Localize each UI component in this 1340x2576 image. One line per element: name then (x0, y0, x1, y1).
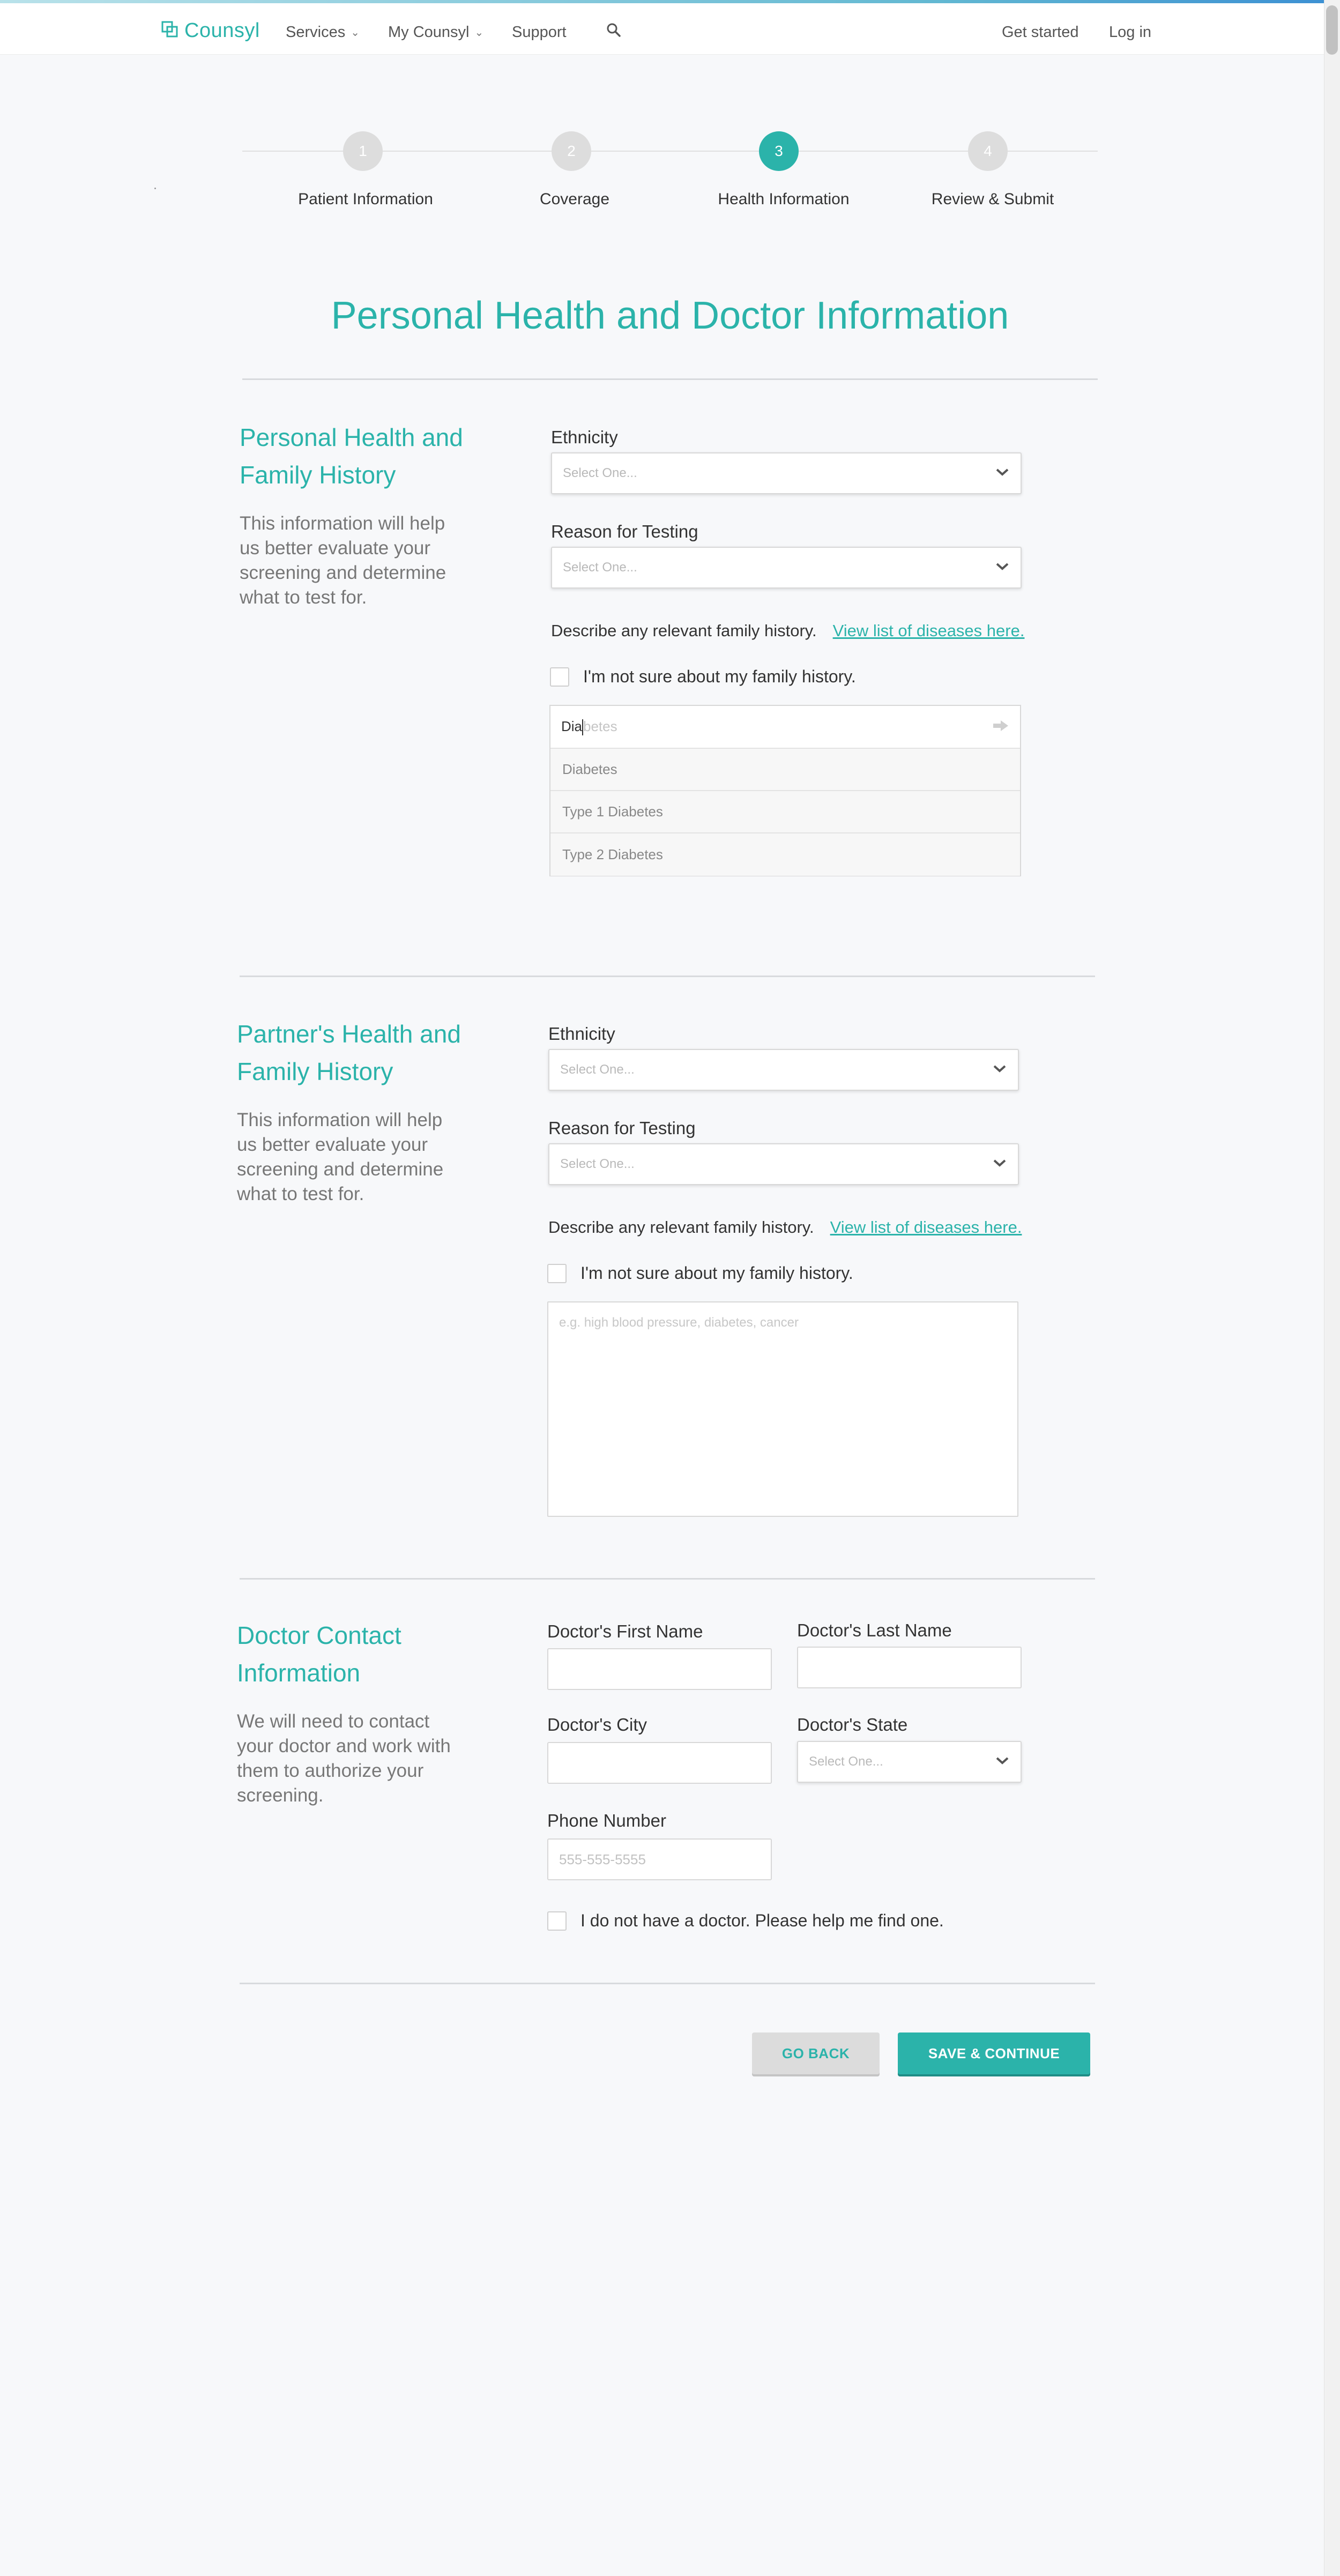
partner-reason-label: Reason for Testing (548, 1118, 696, 1138)
page-title: Personal Health and Doctor Information (331, 294, 1009, 337)
partner-ethnicity-value: Select One... (560, 1062, 635, 1077)
step-3-circle: 3 (759, 131, 799, 171)
chevron-down-icon (995, 562, 1010, 574)
chevron-down-icon (992, 1158, 1007, 1171)
partner-reason-select[interactable] (548, 1143, 1019, 1185)
scrollbar-thumb[interactable] (1326, 5, 1338, 55)
partner-not-sure-row[interactable] (547, 1263, 853, 1283)
chevron-down-icon: ⌄ (474, 27, 484, 39)
doctor-last-name-input[interactable] (797, 1647, 1022, 1688)
personal-diseases-link[interactable]: View list of diseases here. (832, 621, 1025, 640)
nav-my-counsyl[interactable] (388, 24, 483, 41)
top-nav (0, 3, 1324, 55)
autocomplete-suggestion[interactable]: Type 1 Diabetes (550, 791, 1020, 833)
save-continue-button[interactable]: SAVE & CONTINUE (898, 2032, 1090, 2074)
arrow-right-icon[interactable] (992, 719, 1009, 735)
nav-services[interactable] (286, 24, 360, 41)
search-icon[interactable] (606, 23, 621, 38)
personal-family-history-text: Describe any relevant family history. (551, 621, 817, 640)
step-2-label: Coverage (539, 190, 610, 208)
doctor-city-label: Doctor's City (547, 1715, 647, 1734)
section-divider (240, 1983, 1095, 1984)
doctor-section-heading: Doctor Contact Information (237, 1621, 401, 1687)
partner-diseases-link[interactable]: View list of diseases here. (830, 1218, 1022, 1237)
partner-not-sure-checkbox[interactable] (547, 1264, 567, 1283)
autocomplete-hint: betes (583, 718, 617, 734)
personal-not-sure-checkbox[interactable] (550, 667, 569, 687)
personal-not-sure-row[interactable] (550, 667, 856, 687)
nav-support-label: Support (512, 24, 567, 41)
logo[interactable] (161, 19, 260, 42)
step-4-circle: 4 (968, 131, 1008, 171)
partner-not-sure-label: I'm not sure about my family history. (580, 1263, 853, 1283)
log-in-link[interactable]: Log in (1109, 24, 1152, 41)
personal-reason-value: Select One... (563, 560, 637, 575)
no-doctor-row[interactable] (547, 1911, 944, 1931)
step-1-circle: 1 (343, 131, 383, 171)
autocomplete-suggestion[interactable]: Diabetes (550, 749, 1020, 791)
doctor-first-name-label: Doctor's First Name (547, 1621, 703, 1641)
autocomplete-text (561, 718, 617, 735)
no-doctor-label: I do not have a doctor. Please help me find one. (580, 1911, 944, 1930)
chevron-down-icon (995, 467, 1010, 480)
personal-reason-label: Reason for Testing (551, 522, 698, 541)
partner-family-history-text: Describe any relevant family history. (548, 1218, 814, 1237)
partner-reason-value: Select One... (560, 1157, 635, 1171)
get-started-link[interactable]: Get started (1002, 24, 1079, 41)
nav-support[interactable] (512, 24, 567, 41)
partner-ethnicity-select[interactable] (548, 1049, 1019, 1091)
phone-number-input[interactable] (547, 1838, 772, 1880)
section-divider (240, 1578, 1095, 1580)
partner-section-description: This information will help us better evaluate your screening and determine what to test for. (237, 1110, 444, 1204)
doctor-state-select[interactable] (797, 1741, 1022, 1783)
partner-family-history-textarea[interactable] (547, 1301, 1018, 1517)
personal-section-description: This information will help us better evaluate your screening and determine what to test for. (240, 513, 446, 608)
doctor-first-name-input[interactable] (547, 1648, 772, 1690)
no-doctor-checkbox[interactable] (547, 1911, 567, 1931)
counsyl-logo-icon (161, 20, 179, 41)
step-3-label: Health Information (718, 190, 850, 208)
doctor-state-value: Select One... (809, 1754, 883, 1769)
step-2-circle: 2 (552, 131, 591, 171)
chevron-down-icon (992, 1064, 1007, 1076)
chevron-down-icon (995, 1756, 1010, 1768)
doctor-section-description: We will need to contact your doctor and work with them to authorize your screening. (237, 1711, 451, 1806)
section-divider (242, 378, 1098, 380)
personal-reason-select[interactable] (551, 547, 1022, 589)
go-back-button[interactable]: GO BACK (752, 2032, 880, 2074)
nav-services-label: Services (286, 24, 346, 41)
step-4-label: Review & Submit (931, 190, 1054, 208)
logo-text: Counsyl (184, 19, 260, 42)
phone-number-label: Phone Number (547, 1811, 666, 1830)
doctor-last-name-label: Doctor's Last Name (797, 1620, 952, 1640)
section-divider (240, 976, 1095, 977)
personal-not-sure-label: I'm not sure about my family history. (583, 667, 856, 686)
step-1-label: Patient Information (298, 190, 433, 208)
nav-my-counsyl-label: My Counsyl (388, 24, 470, 41)
chevron-down-icon: ⌄ (351, 27, 360, 39)
stray-dot (154, 188, 156, 189)
personal-section-heading: Personal Health and Family History (240, 423, 463, 489)
family-history-autocomplete (549, 705, 1021, 876)
doctor-city-input[interactable] (547, 1742, 772, 1784)
partner-section-heading: Partner's Health and Family History (237, 1020, 461, 1085)
personal-ethnicity-label: Ethnicity (551, 427, 618, 447)
doctor-state-label: Doctor's State (797, 1715, 908, 1734)
partner-ethnicity-label: Ethnicity (548, 1024, 615, 1044)
autocomplete-input[interactable] (550, 706, 1020, 749)
partner-family-history-prompt (548, 1218, 1022, 1237)
page-scrollbar[interactable] (1324, 0, 1340, 2576)
autocomplete-typed: Dia (561, 718, 583, 734)
personal-family-history-prompt (551, 621, 1024, 641)
personal-ethnicity-select[interactable] (551, 452, 1022, 494)
personal-ethnicity-value: Select One... (563, 466, 637, 480)
autocomplete-suggestion[interactable]: Type 2 Diabetes (550, 833, 1020, 876)
